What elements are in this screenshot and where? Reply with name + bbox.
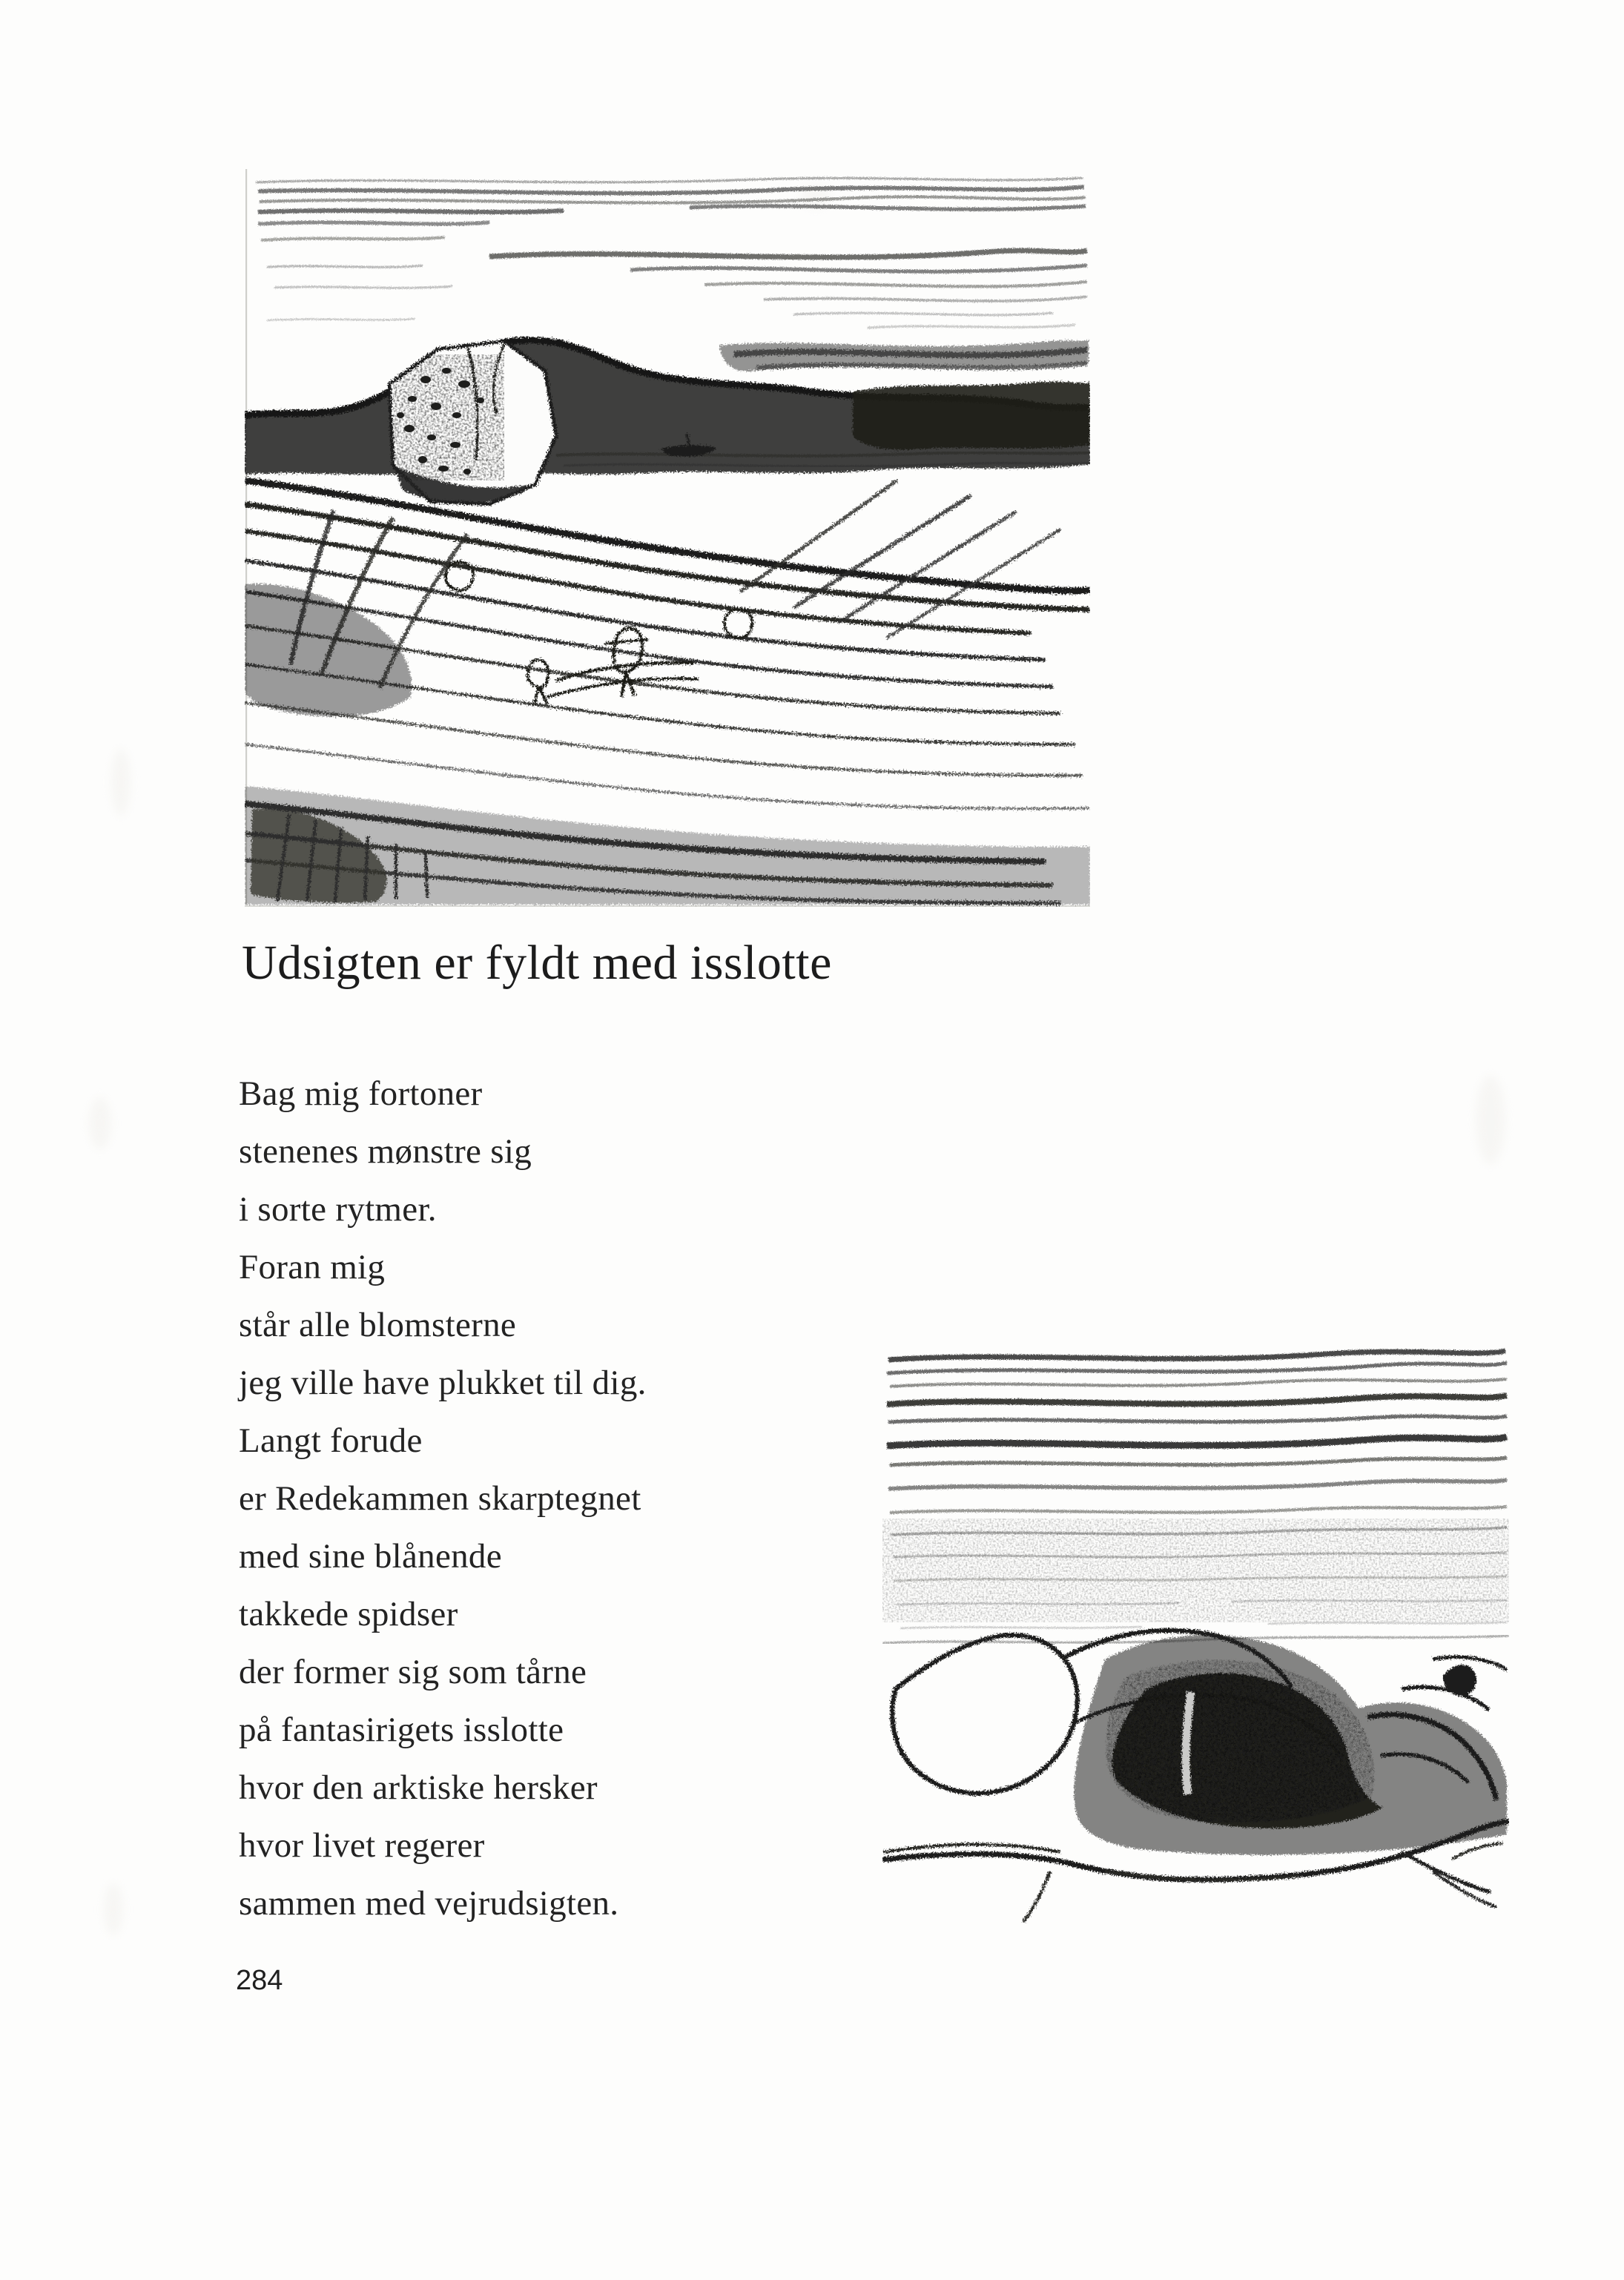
poem-body: [239, 1065, 980, 1932]
page-number: 284: [236, 1965, 283, 1996]
poem-line: stenenes mønstre sig: [239, 1132, 532, 1171]
poem-line: er Redekammen skarptegnet: [239, 1479, 641, 1518]
paper-speck: [89, 1097, 111, 1149]
paper-speck: [1476, 1075, 1505, 1164]
paper-speck: [111, 749, 131, 816]
poem-line: hvor den arktiske hersker: [239, 1768, 598, 1807]
poem-line: Bag mig fortoner: [239, 1074, 483, 1113]
paper-speck: [104, 1883, 123, 1935]
poem-line: med sine blånende: [239, 1537, 502, 1576]
poem-line: Langt forude: [239, 1421, 423, 1460]
poem-line: sammen med vejrudsigten.: [239, 1884, 619, 1923]
poem-line: der former sig som tårne: [239, 1653, 587, 1691]
poem-title: Udsigten er fyldt med isslotte: [242, 936, 832, 990]
poem-line: takkede spidser: [239, 1595, 458, 1633]
poem-line: Foran mig: [239, 1248, 386, 1286]
poem-line: står alle blomsterne: [239, 1306, 517, 1344]
poem-line: jeg ville have plukket til dig.: [239, 1364, 647, 1402]
poem-line: hvor livet regerer: [239, 1826, 485, 1865]
illustration-arctic-landscape: [245, 169, 1090, 907]
illustration-ice-floe-rocks: [882, 1341, 1509, 1930]
poem-line: i sorte rytmer.: [239, 1190, 437, 1229]
poem-line: på fantasirigets isslotte: [239, 1711, 564, 1749]
